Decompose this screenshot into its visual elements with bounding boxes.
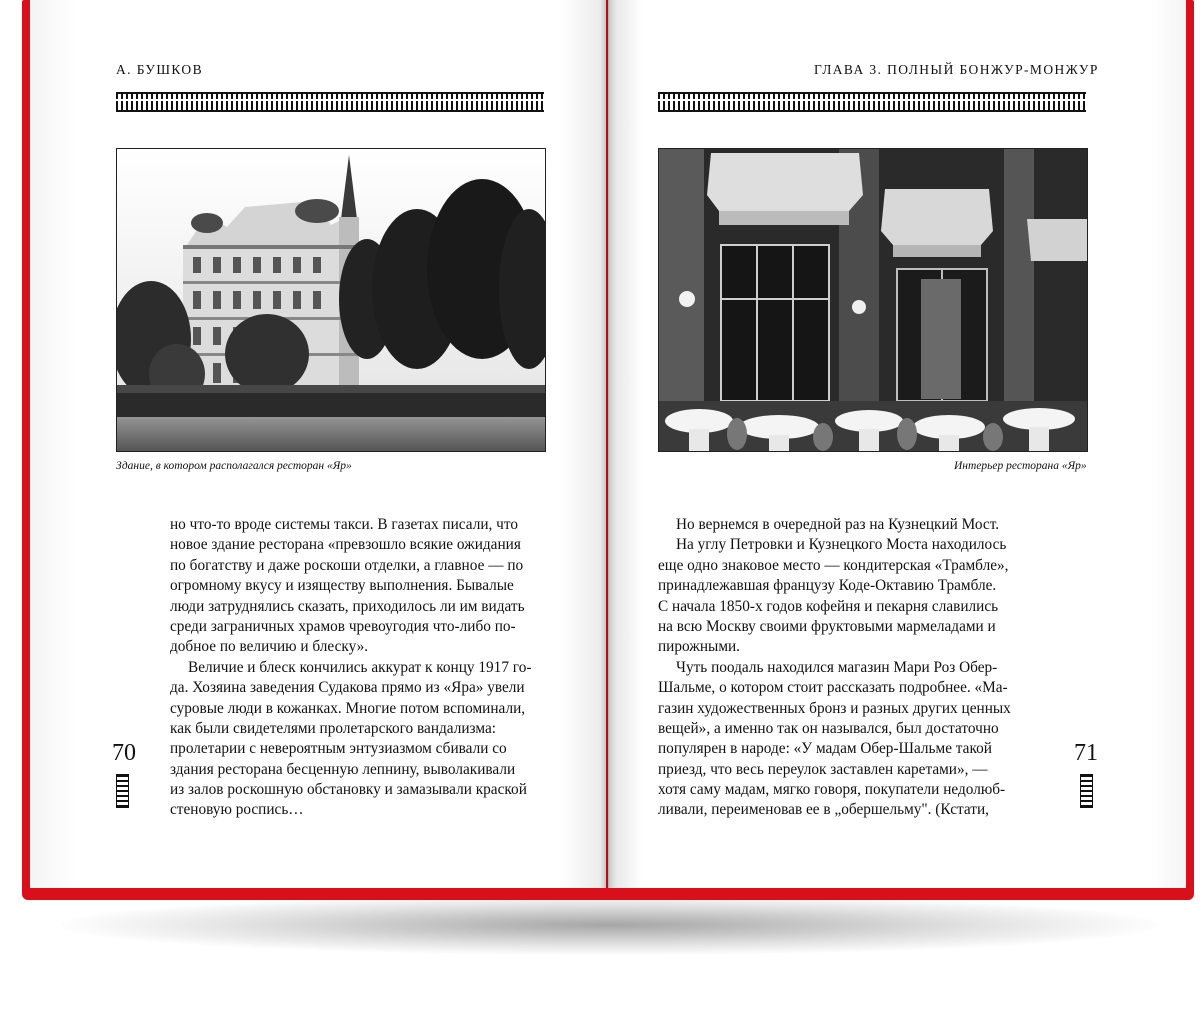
text-line: Шальме, о котором стоит рассказать подробнее. «Ма-	[658, 679, 1008, 697]
text-line: еще одно знаковое место — кондитерская «Трамбле»,	[658, 556, 1009, 574]
building-photo	[116, 148, 546, 452]
text-line: Величие и блеск кончились аккурат к концу 1917 го-	[188, 658, 532, 676]
book-shadow	[60, 895, 1160, 955]
text-line: пирожными.	[658, 638, 741, 656]
text-line: На углу Петровки и Кузнецкого Моста находилось	[676, 536, 1007, 554]
text-line: на всю Москву своими фруктовыми мармеладами и	[658, 617, 996, 635]
text-line: ливали, переименовав ее в „обершельму". (Кстати,	[658, 801, 989, 819]
text-line: пролетарии с невероятным энтузиазмом сбивали со	[170, 740, 507, 758]
text-line: по богатству и даже роскоши отделки, а главное — по	[170, 556, 524, 574]
text-line: Но вернемся в очередной раз на Кузнецкий Мост.	[676, 516, 1000, 533]
right-running-head: ГЛАВА 3. ПОЛНЫЙ БОНЖУР-МОНЖУР	[814, 62, 1099, 77]
right-page-number: 71	[1074, 740, 1098, 766]
left-page-number: 70	[112, 740, 136, 766]
text-line: вещей», а именно так он назывался, был достаточно	[658, 719, 999, 737]
text-line: добное по величию и блеску».	[170, 638, 369, 656]
text-line: огромному вкусу и изяществу выполнения. Бывалые	[170, 577, 514, 595]
right-page	[608, 0, 1186, 888]
text-line: Чуть поодаль находился магазин Мари Роз Обер-	[676, 658, 998, 676]
right-photo-caption: Интерьер ресторана «Яр»	[954, 460, 1087, 472]
right-body-text	[658, 515, 1011, 821]
left-photo-caption: Здание, в котором располагался ресторан «Яр»	[116, 460, 352, 472]
book-gutter	[600, 0, 616, 888]
left-body-text	[170, 515, 531, 821]
text-line: среди заграничных храмов чревоугодия что-либо по-	[170, 617, 516, 635]
text-line: С начала 1850-х годов кофейня и пекарня славились	[658, 597, 999, 615]
text-line: приезд, что весь переулок заставлен каретами», —	[658, 760, 988, 778]
text-line: газин художественных бронз и разных других ценных	[658, 699, 1011, 717]
interior-photo	[658, 148, 1088, 452]
text-line: люди затруднялись сказать, приходилось ли им видать	[170, 597, 525, 615]
text-line: популярен в народе: «У мадам Обер-Шальме такой	[658, 740, 992, 758]
right-page-ornament	[1080, 774, 1093, 808]
text-line: как были свидетелями пролетарского вандализма:	[170, 719, 496, 737]
left-page	[30, 0, 606, 888]
text-line: суровые люди в кожанках. Многие потом вспоминали,	[170, 699, 526, 717]
left-greek-key-ornament	[116, 92, 544, 112]
text-line: принадлежавшая французу Коде-Октавию Трамбле.	[658, 577, 997, 595]
text-line: да. Хозяина заведения Судакова прямо из «Яра» увели	[170, 679, 525, 697]
text-line: но что-то вроде системы такси. В газетах писали, что	[170, 516, 518, 533]
text-line: хотя саму мадам, мягко говоря, покупатели недолюб-	[658, 781, 1006, 799]
right-greek-key-ornament	[658, 92, 1086, 112]
text-line: из залов роскошную обстановку и замазывали краской	[170, 781, 527, 799]
text-line: новое здание ресторана «превзошло всякие ожидания	[170, 536, 521, 554]
left-page-ornament	[116, 774, 129, 808]
text-line: здания ресторана бесценную лепнину, выволакивали	[170, 760, 516, 778]
text-line: стеновую роспись…	[170, 801, 304, 819]
left-running-head: А. БУШКОВ	[116, 62, 203, 77]
